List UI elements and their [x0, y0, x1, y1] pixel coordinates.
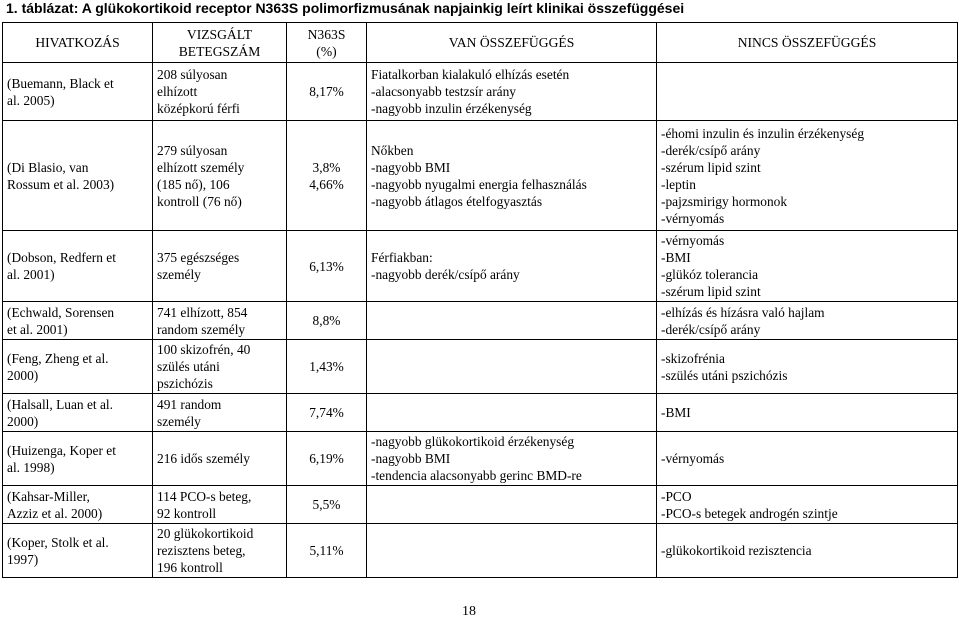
- cell-line: random személy: [157, 321, 246, 337]
- cell-line: 375 egészséges: [157, 250, 240, 265]
- cell-line: -skizofrénia: [661, 350, 725, 366]
- cell-line: Fiatalkorban kialakuló elhízás esetén: [371, 67, 570, 82]
- cell-line: személy: [157, 267, 201, 282]
- subjects-cell: [153, 486, 287, 524]
- cell-line: rezisztens beteg,: [157, 543, 246, 558]
- frequency-cell: [287, 340, 367, 394]
- cell-line: -elhízás és hízásra való hajlam: [661, 304, 825, 320]
- cell-line: Nőkben: [371, 142, 414, 158]
- frequency-cell: [287, 231, 367, 302]
- cell-line: pszichózis: [157, 376, 213, 391]
- header-frequency: N363S (%): [287, 23, 367, 63]
- table-row: [3, 63, 958, 121]
- cell-line: kontroll (76 nő): [157, 193, 242, 209]
- reference-cell: [3, 121, 153, 231]
- reference-cell: [3, 231, 153, 302]
- table-caption: 1. táblázat: A glükokortikoid receptor N363S polimorfizmusának napjainkig leírt klinikai összefüggései: [6, 0, 685, 16]
- header-association: VAN ÖSSZEFÜGGÉS: [367, 23, 657, 63]
- cell-line: -szérum lipid szint: [661, 159, 761, 175]
- cell-line: középkorú férfi: [157, 101, 240, 116]
- page-number: 18: [462, 604, 476, 619]
- no-association-cell: [657, 302, 958, 340]
- no-association-cell: [657, 486, 958, 524]
- no-association-cell: [657, 432, 958, 486]
- cell-line: -PCO: [661, 488, 692, 504]
- cell-line: 20 glükokortikoid: [157, 526, 254, 541]
- cell-line: (Koper, Stolk et al.: [7, 534, 109, 550]
- reference-cell: [3, 340, 153, 394]
- cell-line: szülés utáni: [157, 359, 220, 374]
- no-association-cell: [657, 394, 958, 432]
- cell-line: 741 elhízott, 854: [157, 304, 248, 320]
- cell-line: (Di Blasio, van: [7, 159, 89, 175]
- cell-line: -nagyobb derék/csípő arány: [371, 267, 520, 282]
- header-tested: VIZSGÁLT BETEGSZÁM: [153, 23, 287, 63]
- cell-line: -nagyobb BMI: [371, 159, 451, 175]
- reference-cell: [3, 524, 153, 578]
- cell-line: (Echwald, Sorensen: [7, 304, 115, 320]
- cell-line: et al. 2001): [7, 321, 68, 337]
- table-row: [3, 524, 958, 578]
- association-cell: [367, 231, 657, 302]
- table-row: [3, 340, 958, 394]
- cell-line: -glükokortikoid rezisztencia: [661, 543, 812, 558]
- header-row: [3, 23, 958, 63]
- cell-line: (Feng, Zheng et al.: [7, 350, 109, 366]
- subjects-cell: [153, 231, 287, 302]
- association-cell: [367, 486, 657, 524]
- association-cell: [367, 340, 657, 394]
- frequency-cell: [287, 486, 367, 524]
- cell-line: -nagyobb glükokortikoid érzékenység: [371, 434, 575, 449]
- cell-line: (Buemann, Black et: [7, 75, 114, 91]
- reference-cell: [3, 486, 153, 524]
- table-row: [3, 432, 958, 486]
- subjects-cell: [153, 121, 287, 231]
- cell-line: 4,66%: [309, 176, 344, 192]
- frequency-cell: [287, 394, 367, 432]
- no-association-cell: [657, 340, 958, 394]
- cell-line: 208 súlyosan: [157, 67, 228, 82]
- cell-line: al. 1998): [7, 459, 55, 475]
- cell-line: Férfiakban:: [371, 250, 433, 265]
- cell-line: 491 random: [157, 396, 222, 412]
- cell-line: -leptin: [661, 176, 696, 192]
- cell-line: -vérnyomás: [661, 233, 725, 248]
- cell-line: 216 idős személy: [157, 451, 250, 466]
- cell-line: -alacsonyabb testzsír arány: [371, 84, 517, 99]
- table-row: [3, 121, 958, 231]
- cell-line: 5,11%: [309, 543, 344, 558]
- cell-line: 2000): [7, 367, 39, 383]
- cell-line: 6,19%: [309, 451, 344, 466]
- cell-line: -pajzsmirigy hormonok: [661, 193, 788, 209]
- cell-line: 1997): [7, 551, 39, 567]
- reference-cell: [3, 63, 153, 121]
- reference-cell: [3, 394, 153, 432]
- cell-line: (Kahsar-Miller,: [7, 488, 90, 504]
- subjects-cell: [153, 524, 287, 578]
- cell-line: 100 skizofrén, 40: [157, 342, 251, 357]
- frequency-cell: [287, 432, 367, 486]
- cell-line: 2000): [7, 413, 39, 429]
- cell-line: -PCO-s betegek androgén szintje: [661, 505, 838, 521]
- association-cell: [367, 524, 657, 578]
- association-cell: [367, 121, 657, 231]
- table-row: [3, 302, 958, 340]
- association-cell: [367, 302, 657, 340]
- no-association-cell: [657, 63, 958, 121]
- cell-line: -nagyobb BMI: [371, 451, 451, 466]
- cell-line: (Huizenga, Koper et: [7, 442, 116, 458]
- association-cell: [367, 63, 657, 121]
- cell-line: elhízott: [157, 84, 198, 99]
- table-row: [3, 486, 958, 524]
- cell-line: -BMI: [661, 405, 691, 420]
- frequency-cell: [287, 302, 367, 340]
- cell-line: -nagyobb átlagos ételfogyasztás: [371, 193, 543, 209]
- cell-line: -vérnyomás: [661, 210, 725, 226]
- cell-line: al. 2001): [7, 267, 55, 282]
- cell-line: al. 2005): [7, 92, 55, 108]
- cell-line: -szérum lipid szint: [661, 284, 761, 299]
- header-no-association: NINCS ÖSSZEFÜGGÉS: [657, 23, 958, 63]
- cell-line: -nagyobb nyugalmi energia felhasználás: [371, 176, 587, 192]
- subjects-cell: [153, 432, 287, 486]
- cell-line: -derék/csípő arány: [661, 321, 761, 337]
- cell-line: 8,8%: [312, 313, 341, 328]
- cell-line: 7,74%: [309, 405, 344, 420]
- no-association-cell: [657, 231, 958, 302]
- no-association-cell: [657, 524, 958, 578]
- frequency-cell: [287, 524, 367, 578]
- cell-line: Azziz et al. 2000): [7, 505, 103, 521]
- cell-line: -BMI: [661, 250, 691, 265]
- cell-line: 3,8%: [312, 159, 341, 175]
- subjects-cell: [153, 340, 287, 394]
- cell-line: -derék/csípő arány: [661, 142, 761, 158]
- cell-line: -szülés utáni pszichózis: [661, 367, 788, 383]
- cell-line: elhízott személy: [157, 159, 245, 175]
- subjects-cell: [153, 302, 287, 340]
- association-cell: [367, 432, 657, 486]
- cell-line: -éhomi inzulin és inzulin érzékenység: [661, 125, 865, 141]
- cell-line: 6,13%: [309, 258, 344, 274]
- cell-line: 5,5%: [312, 497, 341, 512]
- header-reference: HIVATKOZÁS: [3, 23, 153, 63]
- cell-line: Rossum et al. 2003): [7, 176, 115, 192]
- cell-line: -glükóz tolerancia: [661, 267, 759, 282]
- subjects-cell: [153, 394, 287, 432]
- cell-line: 1,43%: [309, 359, 344, 374]
- cell-line: 114 PCO-s beteg,: [157, 488, 252, 504]
- frequency-cell: [287, 63, 367, 121]
- cell-line: -nagyobb inzulin érzékenység: [371, 101, 532, 116]
- cell-line: 92 kontroll: [157, 505, 217, 521]
- cell-line: -tendencia alacsonyabb gerinc BMD-re: [371, 468, 582, 483]
- cell-line: (185 nő), 106: [157, 176, 230, 192]
- results-table: [2, 22, 958, 578]
- cell-line: személy: [157, 413, 201, 429]
- cell-line: (Halsall, Luan et al.: [7, 396, 113, 412]
- cell-line: (Dobson, Redfern et: [7, 250, 116, 265]
- frequency-cell: [287, 121, 367, 231]
- cell-line: 279 súlyosan: [157, 142, 228, 158]
- association-cell: [367, 394, 657, 432]
- cell-line: -vérnyomás: [661, 451, 725, 466]
- table-row: [3, 231, 958, 302]
- cell-line: 8,17%: [309, 84, 344, 99]
- table-row: [3, 394, 958, 432]
- subjects-cell: [153, 63, 287, 121]
- reference-cell: [3, 302, 153, 340]
- reference-cell: [3, 432, 153, 486]
- cell-line: 196 kontroll: [157, 560, 223, 575]
- no-association-cell: [657, 121, 958, 231]
